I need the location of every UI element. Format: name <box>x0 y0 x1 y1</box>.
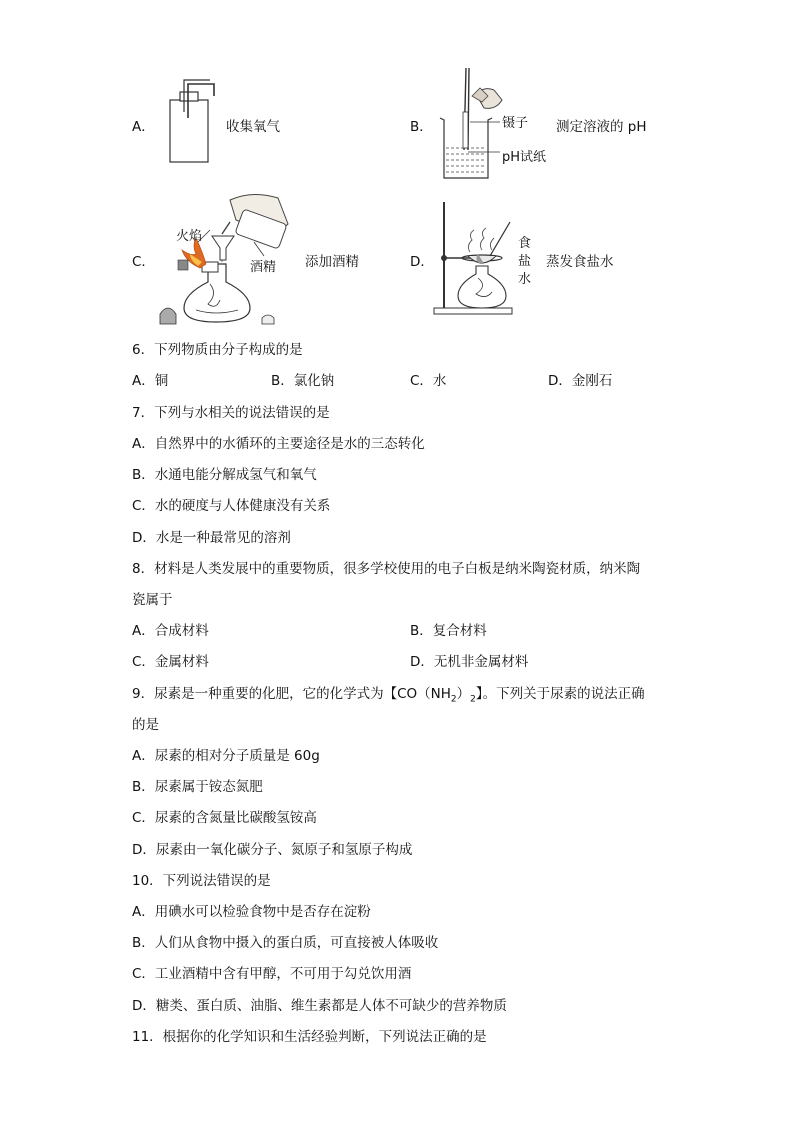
q8-option-b[interactable]: B．复合材料 <box>410 623 487 639</box>
q9-stem-part-c: ） <box>456 686 471 702</box>
q6-option-a[interactable]: A．铜 <box>132 373 169 389</box>
salt-label-2: 盐 <box>518 254 532 269</box>
salt-label-3: 水 <box>518 272 532 287</box>
q10-stem: 10．下列说法错误的是 <box>132 873 271 889</box>
q9-subscript-1: 2 <box>450 694 457 705</box>
q7-option-a[interactable]: A．自然界中的水循环的主要途径是水的三态转化 <box>132 436 425 452</box>
q6-option-d[interactable]: D．金刚石 <box>548 373 613 389</box>
q8-stem-line-1: 8．材料是人类发展中的重要物质，很多学校使用的电子白板是纳米陶瓷材质，纳米陶 <box>132 561 641 577</box>
gas-collecting-bottle-figure <box>160 78 220 166</box>
q7-stem: 7．下列与水相关的说法错误的是 <box>132 405 330 421</box>
q7-option-d[interactable]: D．水是一种最常见的溶剂 <box>132 530 291 546</box>
q7-option-c[interactable]: C．水的硬度与人体健康没有关系 <box>132 498 331 514</box>
q5-c-caption: 添加酒精 <box>305 254 359 270</box>
q5-d-caption: 蒸发食盐水 <box>546 254 614 270</box>
q5-option-a-letter[interactable]: A． <box>132 119 155 135</box>
alcohol-label: 酒精 <box>250 260 277 275</box>
q6-stem: 6．下列物质由分子构成的是 <box>132 342 303 358</box>
evaporation-figure <box>430 200 526 318</box>
salt-label-1: 食 <box>518 236 532 251</box>
q8-option-a[interactable]: A．合成材料 <box>132 623 209 639</box>
q11-stem: 11．根据你的化学知识和生活经验判断，下列说法正确的是 <box>132 1029 487 1045</box>
q8-stem-line-2: 瓷属于 <box>132 592 173 608</box>
q10-option-b[interactable]: B．人们从食物中摄入的蛋白质，可直接被人体吸收 <box>132 935 439 951</box>
ph-test-figure <box>436 66 506 180</box>
q7-option-b[interactable]: B．水通电能分解成氢气和氧气 <box>132 467 317 483</box>
q10-option-d[interactable]: D．糖类、蛋白质、油脂、维生素都是人体不可缺少的营养物质 <box>132 998 507 1014</box>
q9-subscript-2: 2 <box>470 694 476 705</box>
q10-option-a[interactable]: A．用碘水可以检验食物中是否存在淀粉 <box>132 904 371 920</box>
q6-option-b[interactable]: B．氯化钠 <box>271 373 335 389</box>
tweezers-label: 镊子 <box>502 116 529 131</box>
q9-option-d[interactable]: D．尿素由一氧化碳分子、氮原子和氢原子构成 <box>132 842 413 858</box>
q8-option-c[interactable]: C．金属材料 <box>132 654 209 670</box>
q5-option-c-letter[interactable]: C． <box>132 254 155 270</box>
flame-label: 火焰 <box>176 229 203 244</box>
q6-option-c[interactable]: C．水 <box>410 373 447 389</box>
ph-paper-label: pH试纸 <box>502 150 547 165</box>
q9-option-a[interactable]: A．尿素的相对分子质量是 60g <box>132 748 320 764</box>
q5-b-caption: 测定溶液的 pH <box>556 119 647 135</box>
q5-a-caption: 收集氧气 <box>226 119 280 135</box>
q9-stem-line-1 <box>132 682 645 705</box>
q5-option-b-letter[interactable]: B． <box>410 119 433 135</box>
q9-option-c[interactable]: C．尿素的含氮量比碳酸氢铵高 <box>132 810 317 826</box>
q9-stem-part-e: 】。下列关于尿素的说法正确 <box>475 686 645 702</box>
q5-option-d-letter[interactable]: D． <box>410 254 434 270</box>
q8-option-d[interactable]: D．无机非金属材料 <box>410 654 529 670</box>
q9-stem-part-a: 9．尿素是一种重要的化肥，它的化学式为【CO（NH <box>132 686 451 702</box>
q10-option-c[interactable]: C．工业酒精中含有甲醇，不可用于勾兑饮用酒 <box>132 966 412 982</box>
q9-option-b[interactable]: B．尿素属于铵态氮肥 <box>132 779 263 795</box>
q9-stem-line-2: 的是 <box>132 717 159 733</box>
